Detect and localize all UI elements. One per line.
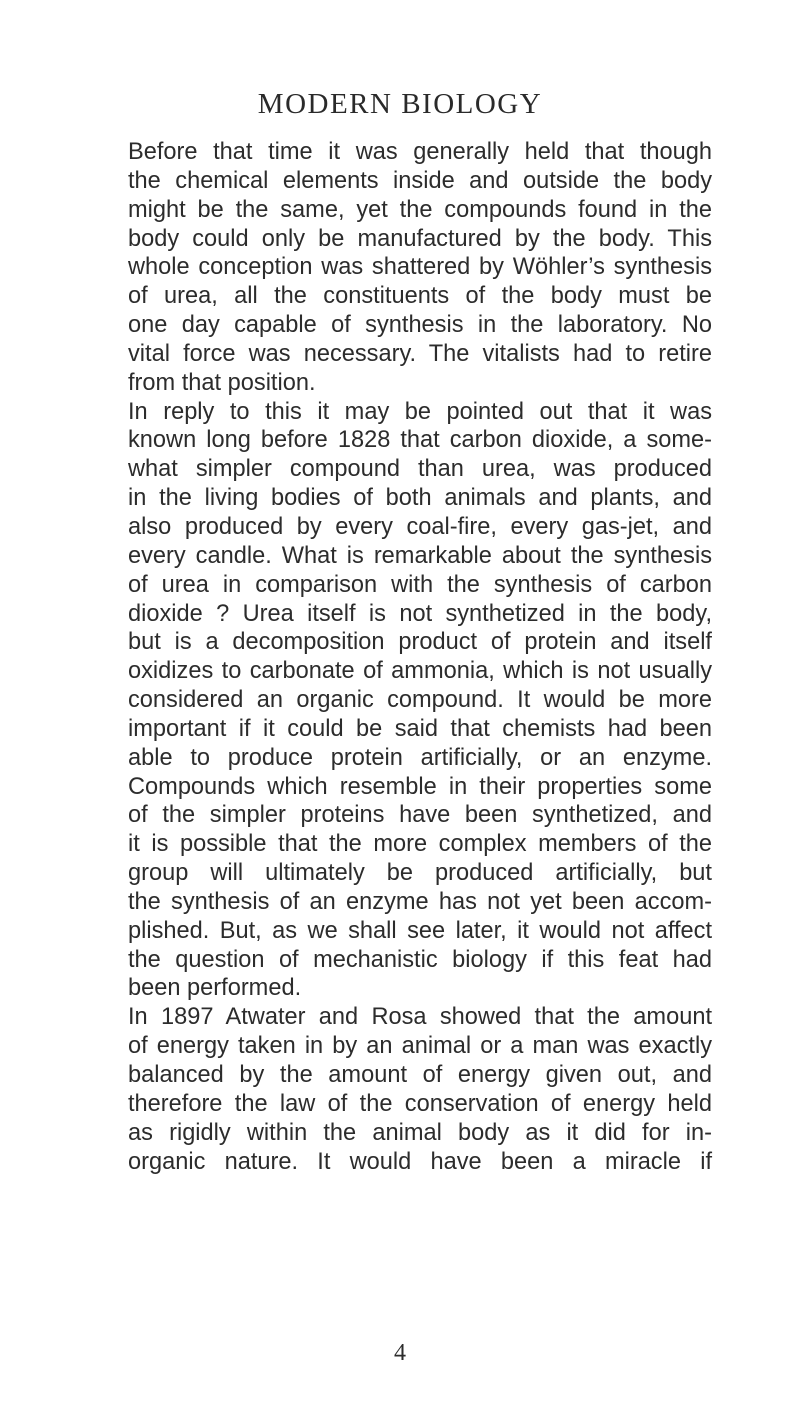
text-line: of the simpler proteins have been synthetized, and bbox=[128, 802, 712, 829]
body-text bbox=[128, 138, 712, 1176]
text-line: oxidizes to carbonate of ammonia, which is not usually bbox=[128, 658, 712, 685]
text-line: organic nature. It would have been a miracle if bbox=[128, 1148, 712, 1175]
text-line: of urea, all the constituents of the body must be bbox=[128, 283, 712, 310]
text-line: Before that time it was generally held that though bbox=[128, 139, 712, 165]
text-line: been performed. bbox=[128, 975, 302, 1002]
text-line: also produced by every coal-fire, every gas-jet, and bbox=[128, 513, 712, 540]
text-line: might be the same, yet the compounds found in the bbox=[128, 196, 712, 223]
text-line: vital force was necessary. The vitalists had to retire bbox=[128, 340, 712, 367]
text-line: known long before 1828 that carbon dioxide, a some- bbox=[128, 427, 712, 454]
page-number: 4 bbox=[394, 1340, 406, 1366]
text-line: of urea in comparison with the synthesis of carbon bbox=[128, 571, 712, 598]
text-line: in the living bodies of both animals and plants, and bbox=[128, 485, 712, 512]
text-line: body could only be manufactured by the body. This bbox=[128, 225, 712, 252]
text-line: every candle. What is remarkable about the synthesis bbox=[128, 542, 712, 569]
text-line: In 1897 Atwater and Rosa showed that the amount bbox=[128, 1004, 712, 1031]
text-line: In reply to this it may be pointed out that it was bbox=[128, 398, 712, 425]
text-line: whole conception was shattered by Wöhler’s synthesis bbox=[128, 254, 712, 281]
text-line: therefore the law of the conservation of energy held bbox=[128, 1090, 712, 1117]
text-line: group will ultimately be produced artificially, but bbox=[128, 860, 712, 887]
running-head: MODERN BIOLOGY bbox=[257, 88, 543, 120]
text-line: balanced by the amount of energy given out, and bbox=[128, 1062, 712, 1088]
text-line: dioxide ? Urea itself is not synthetized in the body, bbox=[128, 600, 712, 627]
text-line: important if it could be said that chemists had been bbox=[128, 715, 712, 742]
text-line: of energy taken in by an animal or a man was exactly bbox=[128, 1033, 712, 1060]
text-line: what simpler compound than urea, was produced bbox=[128, 456, 712, 483]
text-line: as rigidly within the animal body as it did for in- bbox=[128, 1119, 712, 1146]
text-line: Compounds which resemble in their properties some bbox=[128, 773, 712, 800]
text-line: considered an organic compound. It would be more bbox=[128, 687, 712, 714]
text-line: but is a decomposition product of protein and itself bbox=[128, 629, 712, 656]
text-line: plished. But, as we shall see later, it would not affect bbox=[128, 917, 712, 944]
text-line: the synthesis of an enzyme has not yet been accom- bbox=[128, 888, 712, 915]
text-line: one day capable of synthesis in the laboratory. No bbox=[128, 312, 712, 339]
text-line: the question of mechanistic biology if this feat had bbox=[128, 946, 712, 973]
text-line: the chemical elements inside and outside the body bbox=[128, 167, 712, 194]
text-line: able to produce protein artificially, or an enzyme. bbox=[128, 744, 712, 771]
text-line: from that position. bbox=[128, 369, 316, 396]
text-line: it is possible that the more complex members of the bbox=[128, 831, 712, 858]
